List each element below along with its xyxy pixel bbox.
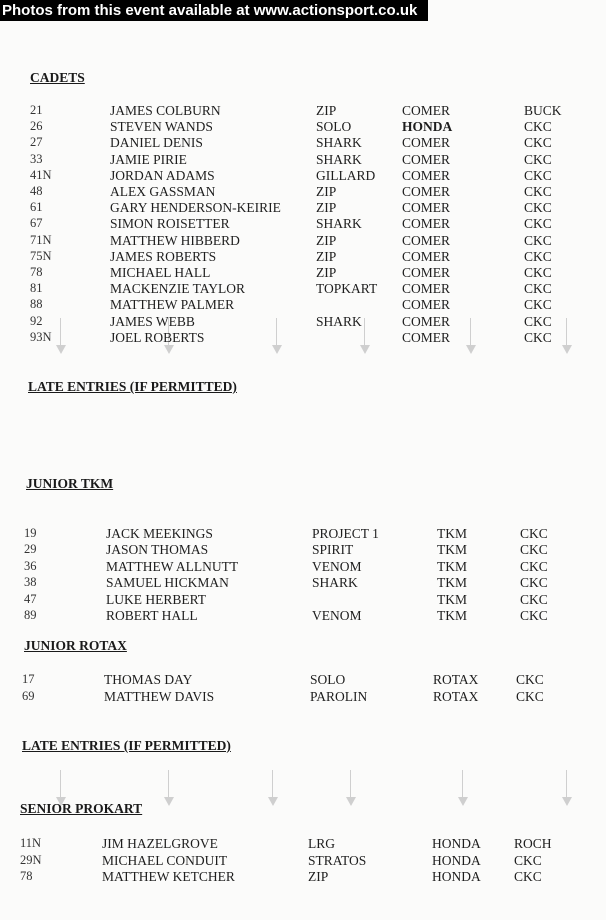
entry-club: CKC bbox=[524, 167, 552, 183]
ghost-arrow-7 bbox=[60, 770, 61, 804]
ghost-arrow-9 bbox=[272, 770, 273, 804]
section-heading-junior-tkm: JUNIOR TKM bbox=[26, 476, 114, 491]
entry-engine: TKM bbox=[437, 575, 467, 591]
entry-club: CKC bbox=[516, 689, 544, 704]
entry-club: CKC bbox=[524, 135, 552, 151]
entry-chassis: STRATOS bbox=[308, 852, 367, 868]
entry-name: JAMES ROBERTS bbox=[110, 248, 217, 264]
entry-club: CKC bbox=[520, 526, 548, 541]
entry-club: CKC bbox=[514, 852, 542, 868]
entry-engine: COMER bbox=[402, 297, 451, 313]
entry-num: 47 bbox=[24, 591, 37, 606]
entry-engine: TKM bbox=[437, 558, 467, 574]
ghost-arrow-4 bbox=[364, 318, 365, 352]
entry-engine: COMER bbox=[402, 184, 451, 199]
entry-name: DANIEL DENIS bbox=[110, 135, 203, 151]
entry-chassis: SOLO bbox=[310, 672, 346, 687]
entry-engine: COMER bbox=[402, 281, 451, 297]
entry-num: 27 bbox=[30, 135, 43, 150]
entry-name: LUKE HERBERT bbox=[106, 591, 207, 607]
entry-chassis: PAROLIN bbox=[310, 689, 368, 704]
entry-num: 41N bbox=[30, 167, 52, 182]
ghost-arrow-5 bbox=[470, 318, 471, 352]
entry-num: 67 bbox=[30, 216, 43, 231]
entry-num: 78 bbox=[30, 265, 43, 279]
entry-club: CKC bbox=[520, 558, 548, 574]
entry-name: JIM HAZELGROVE bbox=[102, 836, 218, 851]
ghost-arrow-1 bbox=[60, 318, 61, 352]
entry-name: SIMON ROISETTER bbox=[110, 216, 230, 232]
entry-club: CKC bbox=[520, 575, 548, 591]
entry-name: MATTHEW PALMER bbox=[110, 297, 235, 313]
section-heading-junior-rotax: JUNIOR ROTAX bbox=[24, 638, 127, 653]
entry-club: CKC bbox=[524, 329, 552, 345]
entry-club: CKC bbox=[524, 281, 552, 297]
entry-num: 88 bbox=[30, 297, 43, 312]
entry-chassis: SPIRIT bbox=[312, 542, 354, 558]
entry-chassis: ZIP bbox=[316, 184, 337, 199]
entry-chassis: ZIP bbox=[316, 200, 337, 216]
ghost-arrow-12 bbox=[566, 770, 567, 804]
entry-num: 81 bbox=[30, 281, 43, 296]
entry-chassis: SHARK bbox=[316, 151, 362, 167]
entry-num: 48 bbox=[30, 184, 43, 198]
entry-engine: COMER bbox=[402, 135, 451, 151]
entry-name: ROBERT HALL bbox=[106, 608, 198, 623]
entry-club: CKC bbox=[524, 184, 552, 199]
entry-num: 29 bbox=[24, 542, 37, 557]
entry-engine: HONDA bbox=[402, 119, 453, 135]
entry-num: 93N bbox=[30, 329, 52, 344]
watermark-banner: Photos from this event available at www.actionsport.co.uk bbox=[0, 0, 428, 21]
entry-num: 21 bbox=[30, 103, 43, 117]
entry-chassis: VENOM bbox=[312, 608, 362, 623]
entry-num: 78 bbox=[20, 869, 33, 883]
entry-chassis: PROJECT 1 bbox=[312, 526, 379, 541]
entry-chassis: SHARK bbox=[316, 135, 362, 151]
entry-engine: COMER bbox=[402, 216, 451, 232]
entry-club: ROCH bbox=[514, 836, 552, 851]
entry-chassis: ZIP bbox=[316, 265, 337, 280]
entry-name: JOEL ROBERTS bbox=[110, 329, 205, 345]
entry-num: 69 bbox=[22, 689, 35, 703]
entry-name: GARY HENDERSON-KEIRIE bbox=[110, 200, 281, 216]
entry-engine: COMER bbox=[402, 151, 451, 167]
entry-name: MATTHEW HIBBERD bbox=[110, 232, 240, 248]
entry-name: MICHAEL CONDUIT bbox=[102, 852, 228, 868]
entry-club: CKC bbox=[520, 591, 548, 607]
entry-name: SAMUEL HICKMAN bbox=[106, 575, 229, 591]
ghost-arrow-3 bbox=[276, 318, 277, 352]
entry-club: CKC bbox=[520, 542, 548, 558]
entry-name: JAMIE PIRIE bbox=[110, 151, 187, 167]
entry-chassis: GILLARD bbox=[316, 167, 376, 183]
entry-chassis: LRG bbox=[308, 836, 335, 851]
entry-num: 89 bbox=[24, 608, 37, 622]
ghost-arrow-10 bbox=[350, 770, 351, 804]
entry-num: 19 bbox=[24, 526, 37, 540]
entry-chassis: ZIP bbox=[316, 232, 337, 248]
section-heading-late-entries-1: LATE ENTRIES (IF PERMITTED) bbox=[28, 379, 237, 394]
entry-engine: COMER bbox=[402, 248, 451, 264]
entry-name: MACKENZIE TAYLOR bbox=[110, 281, 246, 297]
entry-club: CKC bbox=[524, 119, 552, 135]
entry-num: 26 bbox=[30, 119, 43, 134]
section-heading-senior-prokart: SENIOR PROKART bbox=[20, 801, 143, 816]
entry-num: 17 bbox=[22, 672, 35, 686]
entry-engine: TKM bbox=[437, 591, 467, 607]
entry-engine: COMER bbox=[402, 313, 451, 329]
entry-num: 36 bbox=[24, 558, 37, 573]
entry-name: JACK MEEKINGS bbox=[106, 526, 213, 541]
entry-club: CKC bbox=[524, 248, 552, 264]
entry-chassis: ZIP bbox=[308, 869, 329, 884]
entry-num: 33 bbox=[30, 151, 43, 166]
entry-engine: COMER bbox=[402, 265, 451, 280]
entry-name: MATTHEW DAVIS bbox=[104, 689, 215, 704]
entry-club: CKC bbox=[524, 232, 552, 248]
entry-name: ALEX GASSMAN bbox=[110, 184, 216, 199]
entry-engine: HONDA bbox=[432, 869, 481, 884]
entry-engine: ROTAX bbox=[433, 689, 479, 704]
entry-name: MATTHEW ALLNUTT bbox=[106, 558, 239, 574]
entry-engine: COMER bbox=[402, 232, 451, 248]
entry-club: CKC bbox=[524, 200, 552, 216]
entry-chassis: SOLO bbox=[316, 119, 352, 135]
entry-num: 92 bbox=[30, 313, 43, 328]
entry-name: THOMAS DAY bbox=[104, 672, 193, 687]
entry-chassis: SHARK bbox=[316, 313, 362, 329]
entry-name: JAMES WEBB bbox=[110, 313, 195, 329]
entry-club: CKC bbox=[524, 297, 552, 313]
entry-engine: COMER bbox=[402, 200, 451, 216]
entry-num: 61 bbox=[30, 200, 43, 215]
entry-club: CKC bbox=[514, 869, 542, 884]
entry-engine: TKM bbox=[437, 542, 467, 558]
entry-club: CKC bbox=[524, 313, 552, 329]
ghost-arrow-11 bbox=[462, 770, 463, 804]
entry-name: STEVEN WANDS bbox=[110, 119, 213, 135]
entry-chassis: ZIP bbox=[316, 248, 337, 264]
entry-engine: COMER bbox=[402, 103, 451, 118]
entry-chassis: TOPKART bbox=[316, 281, 378, 297]
entry-name: MATTHEW KETCHER bbox=[102, 869, 235, 884]
entry-chassis: ZIP bbox=[316, 103, 337, 118]
entry-num: 71N bbox=[30, 232, 52, 247]
entry-engine: COMER bbox=[402, 167, 451, 183]
entry-engine: TKM bbox=[437, 608, 467, 623]
entry-engine: TKM bbox=[437, 526, 467, 541]
entry-club: CKC bbox=[524, 151, 552, 167]
entry-chassis: SHARK bbox=[316, 216, 362, 232]
entry-name: MICHAEL HALL bbox=[110, 265, 211, 280]
entry-chassis: VENOM bbox=[312, 558, 362, 574]
entry-club: CKC bbox=[524, 216, 552, 232]
entry-engine: ROTAX bbox=[433, 672, 479, 687]
entry-num: 11N bbox=[20, 836, 42, 850]
entry-num: 29N bbox=[20, 852, 42, 867]
entry-club: BUCK bbox=[524, 103, 562, 118]
entry-club: CKC bbox=[516, 672, 544, 687]
section-heading-cadets: CADETS bbox=[30, 70, 85, 85]
entry-engine: HONDA bbox=[432, 852, 481, 868]
entry-engine: COMER bbox=[402, 329, 451, 345]
entry-num: 75N bbox=[30, 248, 52, 263]
entry-club: CKC bbox=[520, 608, 548, 623]
entry-num: 38 bbox=[24, 575, 37, 590]
entry-name: JASON THOMAS bbox=[106, 542, 209, 558]
ghost-arrow-6 bbox=[566, 318, 567, 352]
entry-chassis: SHARK bbox=[312, 575, 358, 591]
entry-engine: HONDA bbox=[432, 836, 481, 851]
entry-name: JAMES COLBURN bbox=[110, 103, 221, 118]
entry-club: CKC bbox=[524, 265, 552, 280]
section-heading-late-entries-2: LATE ENTRIES (IF PERMITTED) bbox=[22, 738, 231, 753]
entry-name: JORDAN ADAMS bbox=[110, 167, 215, 183]
ghost-arrow-8 bbox=[168, 770, 169, 804]
